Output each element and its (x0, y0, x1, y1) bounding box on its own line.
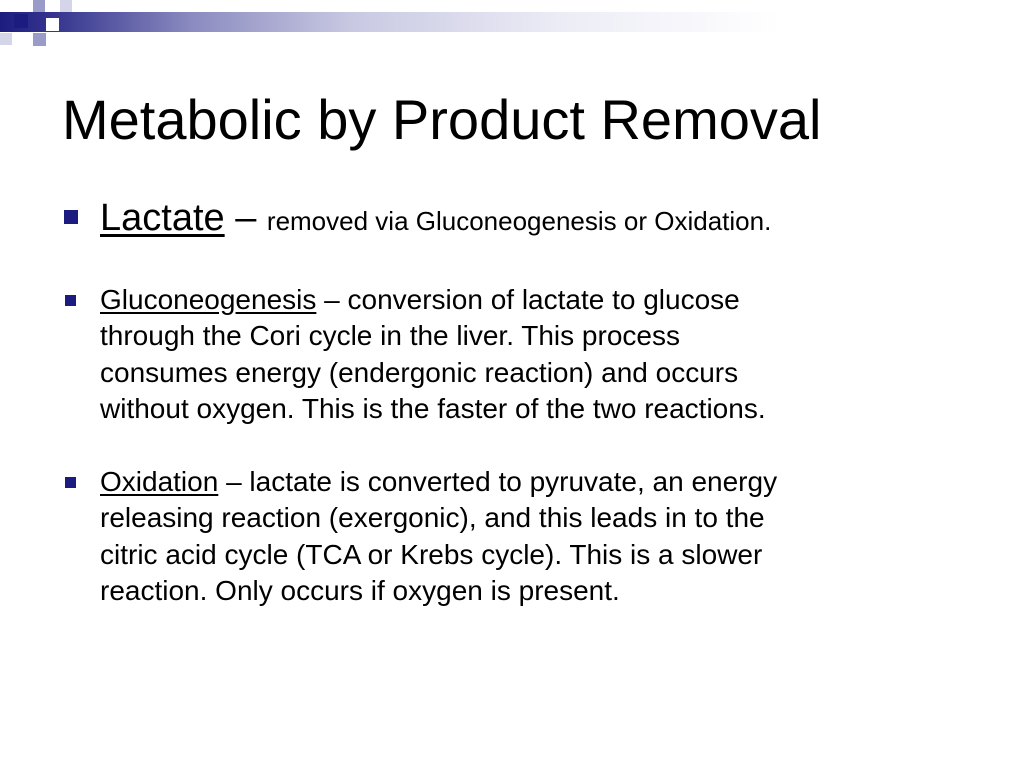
bullet-item-oxidation (62, 464, 962, 610)
square-bullet-icon (65, 477, 76, 488)
bullet-list (62, 196, 962, 646)
decorative-square-white (46, 18, 59, 31)
decorative-square-lavender (33, 33, 46, 46)
bullet-line (100, 464, 962, 501)
slide-title: Metabolic by Product Removal (62, 88, 822, 151)
bullet-item-lactate (62, 196, 962, 242)
decorative-square-white (0, 0, 12, 12)
bullet-line: citric acid cycle (TCA or Krebs cycle). This is a slower (100, 538, 763, 570)
bullet-line: releasing reaction (exergonic), and this leads in to the (100, 502, 765, 534)
decorative-square-pale (0, 33, 12, 45)
square-bullet-icon (64, 210, 78, 224)
decorative-square-lavender (33, 0, 45, 12)
square-bullet-icon (65, 295, 76, 306)
bullet-line: through the Cori cycle in the liver. This process (100, 320, 680, 352)
bullet-line: without oxygen. This is the faster of the two reactions. (100, 393, 766, 425)
bullet-term: Lactate (100, 197, 225, 239)
bullet-item-gluconeogenesis (62, 282, 962, 428)
bullet-term: Oxidation (100, 465, 219, 497)
bullet-text: – lactate is converted to pyruvate, an energy (218, 465, 778, 497)
bullet-text: removed via Gluconeogenesis or Oxidation. (266, 206, 772, 236)
decorative-square-navy (14, 14, 28, 28)
bullet-line: reaction. Only occurs if oxygen is present. (100, 575, 620, 607)
bullet-term: Gluconeogenesis (100, 283, 317, 315)
decorative-square-pale (60, 0, 72, 12)
bullet-dash: – (224, 197, 267, 239)
bullet-text: – conversion of lactate to glucose (316, 283, 740, 315)
bullet-line: consumes energy (endergonic reaction) and occurs (100, 356, 739, 388)
header-gradient-band (0, 12, 1024, 32)
bullet-line (100, 282, 962, 319)
